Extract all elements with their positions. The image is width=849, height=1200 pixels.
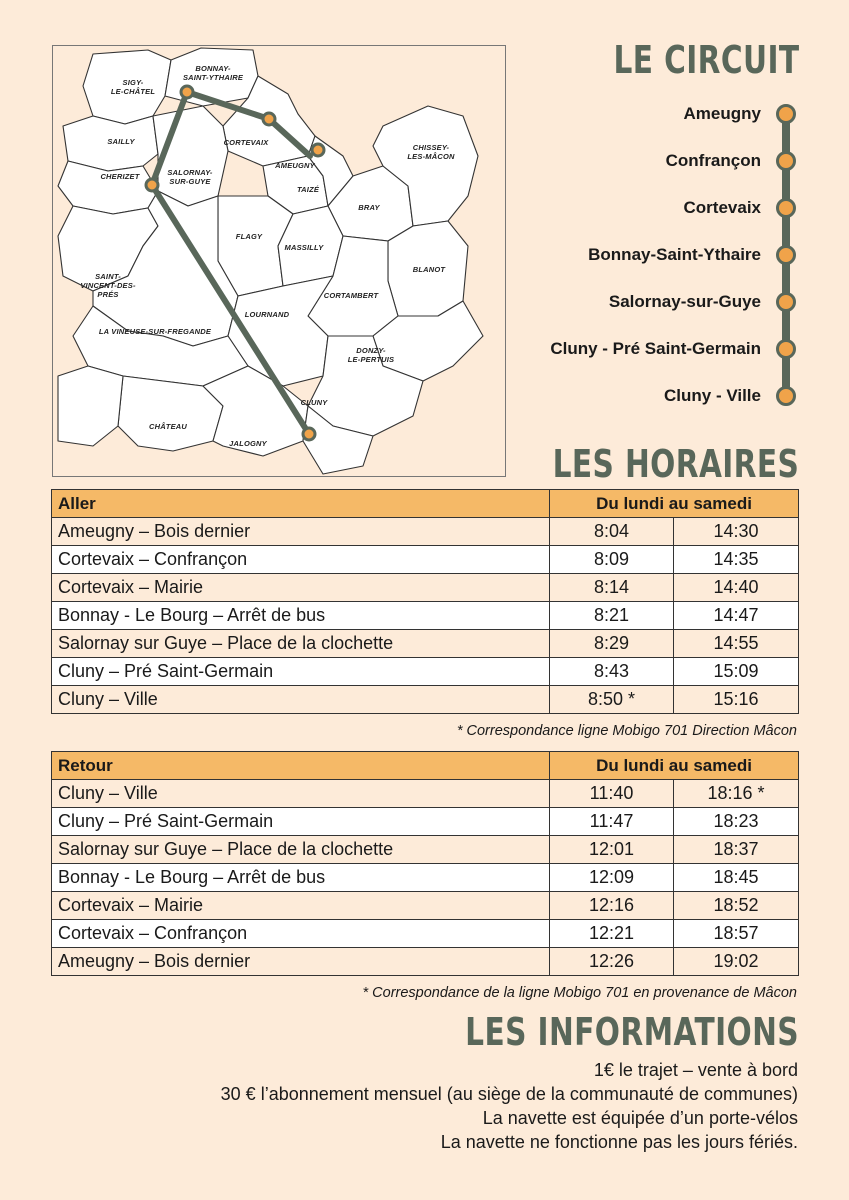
time-cell: 14:35 [674,546,799,574]
circuit-stop-dot [776,198,796,218]
time-cell: 11:40 [550,780,674,808]
retour-header: Retour [52,752,550,780]
time-cell: 8:14 [550,574,674,602]
time-cell: 12:16 [550,892,674,920]
circuit-stop: Cluny - Ville [664,386,761,405]
table-row [52,630,799,658]
map-label-sailly: SAILLY [107,137,135,146]
time-cell: 8:43 [550,658,674,686]
map-label-salornay: SALORNAY- SUR-GUYE [167,168,213,186]
map-label-flagy: FLAGY [235,232,263,241]
stop-cell: Salornay sur Guye – Place de la clochette [52,630,550,658]
map-label-la-vineuse: LA VINEUSE-SUR-FREGANDE [98,327,212,336]
aller-footnote: * Correspondance ligne Mobigo 701 Direction Mâcon [456,723,797,739]
time-cell: 11:47 [550,808,674,836]
table-row [52,658,799,686]
route-map [52,45,506,477]
info-line: La navette ne fonctionne pas les jours fériés. [440,1132,798,1152]
time-cell: 12:21 [550,920,674,948]
map-label-blanot: BLANOT [412,265,446,274]
time-cell: 18:57 [674,920,799,948]
commune-boundaries [53,46,505,476]
time-cell: 18:52 [674,892,799,920]
map-label-bonnay: BONNAY- SAINT-YTHAIRE [182,64,244,82]
stop-cell: Ameugny – Bois dernier [52,518,550,546]
time-cell: 18:16 * [674,780,799,808]
circuit-stop-dot [776,151,796,171]
time-cell: 19:02 [674,948,799,976]
stop-cell: Bonnay - Le Bourg – Arrêt de bus [52,864,550,892]
circuit-title: LE CIRCUIT [612,38,799,82]
circuit-stop-dot [776,292,796,312]
time-cell: 18:23 [674,808,799,836]
circuit-stop: Salornay-sur-Guye [608,292,761,311]
retour-footnote: * Correspondance de la ligne Mobigo 701 en provenance de Mâcon [362,985,797,1001]
map-stop-salornay [146,179,158,191]
map-label-cortambert: CORTAMBERT [323,291,379,300]
table-row [52,686,799,714]
map-label-lournand: LOURNAND [244,310,290,319]
map-label-cortevaix: CORTEVAIX [223,138,269,147]
circuit-stop-dot [776,104,796,124]
retour-days-header: Du lundi au samedi [550,752,799,780]
map-label-chateau: CHÂTEAU [148,422,188,431]
time-cell: 14:40 [674,574,799,602]
time-cell: 18:45 [674,864,799,892]
stop-cell: Cortevaix – Mairie [52,574,550,602]
stop-cell: Cluny – Ville [52,780,550,808]
table-row [52,780,799,808]
stop-cell: Cortevaix – Mairie [52,892,550,920]
time-cell: 14:47 [674,602,799,630]
aller-table [51,489,799,714]
table-row [52,836,799,864]
stop-cell: Cluny – Ville [52,686,550,714]
map-label-donzy: DONZY- LE-PERTUIS [347,346,395,364]
circuit-stop: Cortevaix [683,198,761,217]
time-cell: 8:50 * [550,686,674,714]
circuit-stop-dot [776,245,796,265]
info-line: 30 € l’abonnement mensuel (au siège de la communauté de communes) [220,1084,798,1104]
time-cell: 12:09 [550,864,674,892]
info-line: 1€ le trajet – vente à bord [593,1060,798,1080]
info-line: La navette est équipée d’un porte-vélos [482,1108,798,1128]
map-label-cherizet: CHERIZET [100,172,140,181]
map-label-cluny: CLUNY [300,398,328,407]
aller-days-header: Du lundi au samedi [550,490,799,518]
table-row [52,546,799,574]
table-row [52,864,799,892]
horaires-title: LES HORAIRES [552,442,799,486]
map-label-chissey: CHISSEY- LES-MÂCON [407,143,455,161]
stop-cell: Cluny – Pré Saint-Germain [52,808,550,836]
table-header-row [52,490,799,518]
stop-cell: Cluny – Pré Saint-Germain [52,658,550,686]
time-cell: 15:16 [674,686,799,714]
table-row [52,518,799,546]
table-row [52,602,799,630]
map-stop-cluny [303,428,315,440]
time-cell: 12:26 [550,948,674,976]
time-cell: 8:29 [550,630,674,658]
map-label-taize: TAIZÉ [296,185,320,194]
map-label-massilly: MASSILLY [284,243,324,252]
map-label-saint-vincent: SAINT- VINCENT-DES- PRÉS [80,272,136,299]
circuit-stop: Bonnay-Saint-Ythaire [588,245,761,264]
stop-cell: Salornay sur Guye – Place de la clochette [52,836,550,864]
circuit-stop-dot [776,386,796,406]
stop-cell: Cortevaix – Confrançon [52,920,550,948]
table-row [52,574,799,602]
time-cell: 8:21 [550,602,674,630]
stop-cell: Bonnay - Le Bourg – Arrêt de bus [52,602,550,630]
aller-header: Aller [52,490,550,518]
table-row [52,892,799,920]
time-cell: 18:37 [674,836,799,864]
map-label-jalogny: JALOGNY [229,439,267,448]
circuit-stop-dot [776,339,796,359]
map-stop-bonnay [181,86,193,98]
informations-list [221,1058,798,1154]
map-label-bray: BRAY [358,203,380,212]
time-cell: 14:55 [674,630,799,658]
circuit-stop: Ameugny [683,104,761,123]
retour-table [51,751,799,976]
stop-cell: Ameugny – Bois dernier [52,948,550,976]
map-stop-cortevaix [263,113,275,125]
time-cell: 12:01 [550,836,674,864]
table-row [52,948,799,976]
table-header-row [52,752,799,780]
map-label-sigy: SIGY- LE-CHÂTEL [110,78,156,96]
table-row [52,920,799,948]
map-label-ameugny: AMEUGNY [275,161,315,170]
time-cell: 8:09 [550,546,674,574]
circuit-stop: Cluny - Pré Saint-Germain [550,339,761,358]
time-cell: 8:04 [550,518,674,546]
time-cell: 14:30 [674,518,799,546]
map-stop-ameugny [312,144,324,156]
informations-title: LES INFORMATIONS [465,1010,799,1054]
stop-cell: Cortevaix – Confrançon [52,546,550,574]
circuit-stop: Confrançon [665,151,761,170]
table-row [52,808,799,836]
time-cell: 15:09 [674,658,799,686]
